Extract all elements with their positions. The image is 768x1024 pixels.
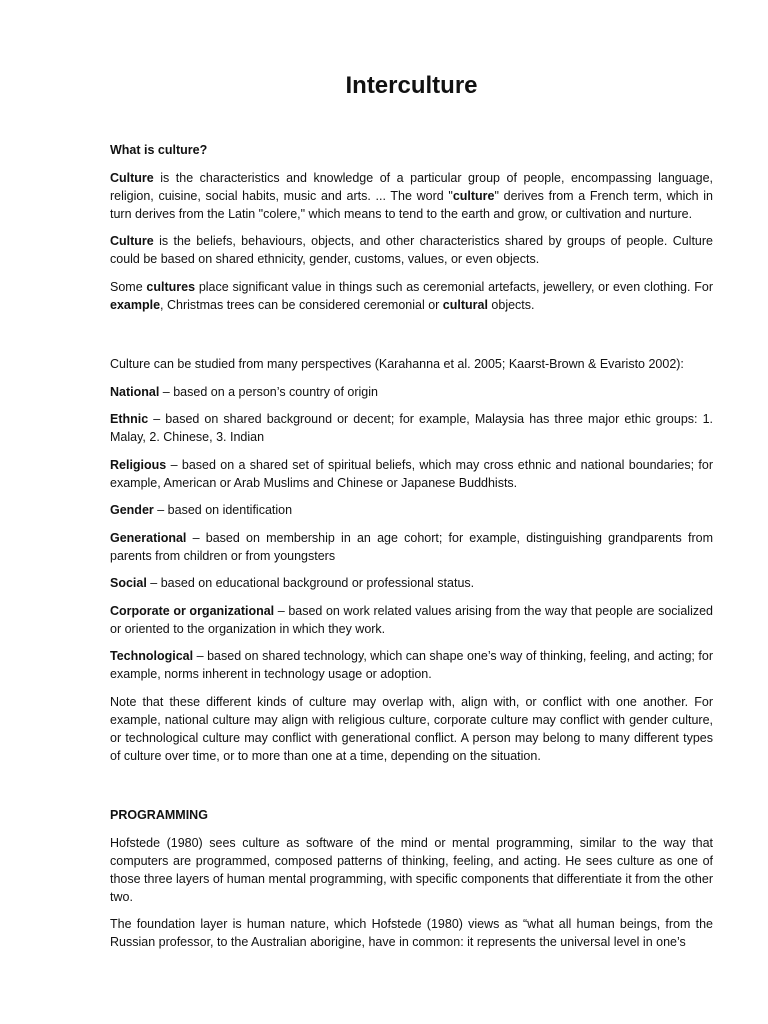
perspective-term: Technological (110, 649, 194, 663)
perspective-description: – based on shared background or decent; for example, Malaysia has three major ethic groups: 1. Malay, 2. Chinese, 3. Indian (110, 412, 713, 444)
paragraph-text: is the characteristics and knowledge of a particular group of people, encompassing language, religion, cuisine, social habits, music and arts. ... The word " (110, 170, 713, 203)
section-heading-what-is-culture: What is culture? (110, 143, 208, 157)
perspective-term: Corporate or organizational (110, 603, 275, 618)
paragraph-text: objects. (487, 297, 535, 312)
perspective-generational (110, 529, 713, 565)
perspective-corporate (110, 602, 713, 638)
perspective-description: – based on a person’s country of origin (159, 384, 378, 399)
perspective-social (110, 574, 713, 592)
perspective-description: – based on shared technology, which can shape one’s way of thinking, feeling, and acting; for example, norms inherent in technology usage or adoption. (110, 649, 713, 681)
bold-term: cultures (146, 279, 196, 294)
bold-term: Culture (110, 170, 154, 185)
paragraph-programming-software: Hofstede (1980) sees culture as software of the mind or mental programming, similar to the way that computers are programmed, composed patterns of thinking, feeling, and acting. He sees culture as one of those three layers of human mental programming, with specific components that differentiate it from the other two. (110, 835, 713, 904)
paragraph-text: , Christmas trees can be considered ceremonial or (160, 297, 443, 312)
paragraph-perspectives-intro: Culture can be studied from many perspectives (Karahanna et al. 2005; Kaarst-Brown & Evaristo 2002): (110, 357, 684, 371)
bold-term: Culture (110, 234, 154, 248)
perspective-term: Generational (110, 530, 187, 545)
perspective-description: – based on identification (153, 503, 293, 517)
section-spacer (110, 774, 713, 806)
perspective-term: Ethnic (110, 412, 149, 426)
perspective-religious (110, 456, 713, 492)
document-title: Interculture (345, 72, 478, 99)
section-spacer (110, 323, 713, 355)
perspective-term: Religious (110, 457, 167, 472)
bold-term: culture (452, 188, 495, 203)
perspective-gender (110, 501, 713, 519)
paragraph-overlap-note: Note that these different kinds of culture may overlap with, align with, or conflict with one another. For example, national culture may align with religious culture, corporate culture may conflict with gender culture, or technological culture may conflict with generational conflict. A person may belong to many different types of culture over time, or to more than one at a time, depending on the situation. (110, 694, 713, 763)
paragraph-text: Some (110, 279, 147, 294)
perspective-term: National (110, 384, 160, 399)
perspective-term: Gender (110, 503, 154, 517)
perspective-national (110, 383, 713, 401)
bold-term: cultural (442, 297, 488, 312)
perspective-description: – based on work related values arising from the way that people are socialized or oriented to the organization in which they work. (110, 603, 713, 636)
perspective-description: – based on a shared set of spiritual beliefs, which may cross ethnic and national boundaries; for example, American or Arab Muslims and Chinese or Japanese Buddhists. (110, 457, 713, 490)
perspective-ethnic (110, 410, 713, 446)
paragraph-text: is the beliefs, behaviours, objects, and other characteristics shared by groups of people. Culture could be based on shared ethnicity, gender, customs, values, or even objects. (110, 234, 713, 266)
paragraph-culture-definition (110, 169, 713, 223)
paragraph-programming-foundation: The foundation layer is human nature, which Hofstede (1980) views as “what all human beings, from the Russian professor, to the Australian aborigine, have in common: it represents the universal level in one’s (110, 917, 713, 949)
perspective-description: – based on educational background or professional status. (146, 576, 475, 590)
perspective-term: Social (110, 576, 147, 590)
perspective-description: – based on membership in an age cohort; for example, distinguishing grandparents from parents from children or from youngsters (110, 530, 713, 563)
paragraph-culture-values (110, 278, 713, 314)
perspective-technological (110, 647, 713, 683)
bold-term: example (110, 297, 161, 312)
paragraph-text: place significant value in things such as ceremonial artefacts, jewellery, or even clothing. For (195, 279, 713, 294)
section-heading-programming: PROGRAMMING (110, 808, 208, 822)
paragraph-culture-beliefs (110, 232, 713, 268)
paragraph-text: " derives from a French term, which in turn derives from the Latin "colere," which means to tend to the earth and grow, or cultivation and nurture. (110, 188, 713, 221)
document-body (110, 141, 713, 961)
